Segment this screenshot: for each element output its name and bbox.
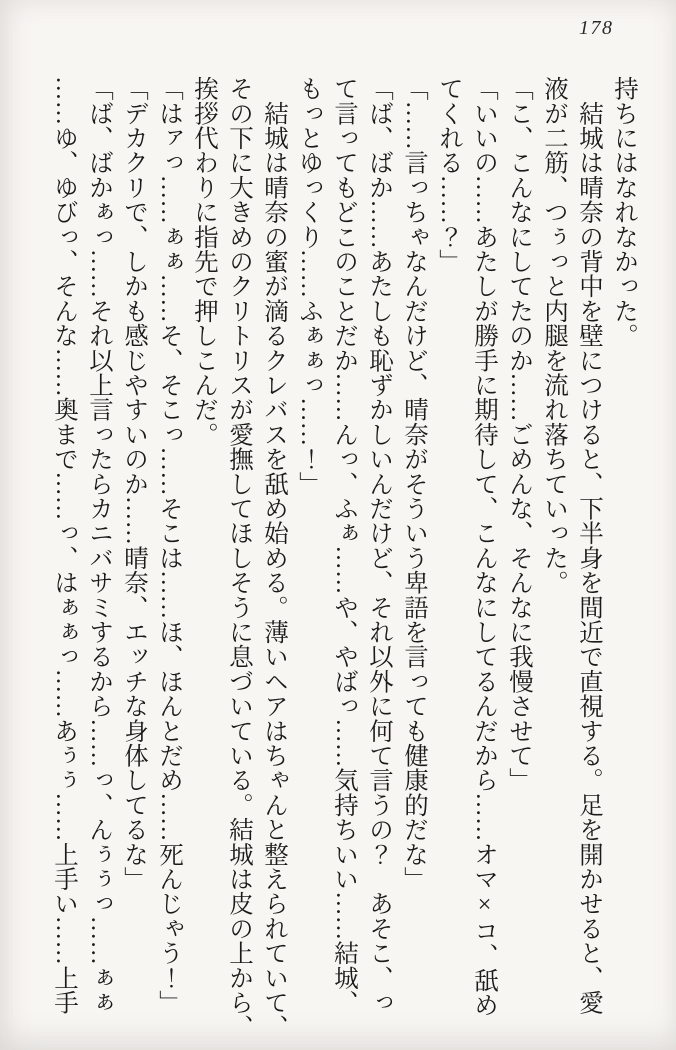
text-line: ……ゆ、ゆびっ、そんな……奥まで……っ、はぁぁっ……あぅぅ……上手い……上手: [51, 76, 78, 1015]
text-line: 「ば、ばか……あたしも恥ずかしいんだけど、それ以外に何て言うの？ あそこ、っ: [366, 76, 393, 1015]
text-line: て言ってもどこのことだか……んっ、ふぁ……や、やばっ……気持ちいい……結城、: [331, 76, 358, 1015]
text-line: 結城は晴奈の蜜が滴るクレバスを舐め始める。薄いヘアはちゃんと整えられていて、: [261, 76, 288, 1040]
text-line: 「こ、こんなにしてたのか……ごめんな、そんなに我慢させて」: [506, 76, 533, 793]
text-line: 「ば、ばかぁっ……それ以上言ったらカニバサミするから……っ、んぅぅっ……ぁぁ: [86, 76, 113, 1015]
text-line: 挨拶代わりに指先で押しこんだ。: [191, 76, 218, 447]
text-line: その下に大きめのクリトリスが愛撫してほしそうに息づいている。結城は皮の上から、: [226, 76, 253, 1040]
text-line: 結城は晴奈の背中を壁につけると、下半身を間近で直視する。足を開かせると、愛: [576, 76, 603, 1015]
text-line: 「……言っちゃなんだけど、晴奈がそういう卑語を言っても健康的だな」: [401, 76, 428, 892]
text-line: 「いいの……あたしが勝手に期待して、こんなにしてるんだから……オマ×コ、舐め: [471, 76, 498, 1018]
text-block: [47, 76, 642, 1048]
page-number: 178: [579, 17, 614, 39]
text-line: てくれる……？」: [436, 76, 463, 274]
text-line: 液が二筋、つぅっと内腿を流れ落ちていった。: [541, 76, 568, 595]
text-line: 「デカクリで、しかも感じやすいのか……晴奈、エッチな身体してるな」: [121, 76, 148, 892]
text-line: 持ちにはなれなかった。: [611, 76, 638, 348]
text-line: もっとゆっくり……ふぁぁっ……！」: [296, 76, 323, 496]
text-line: 「はァっ……ぁぁ……そ、そこっ……そこは……ほ、ほんとだめ……死んじゃう！」: [156, 76, 183, 1015]
